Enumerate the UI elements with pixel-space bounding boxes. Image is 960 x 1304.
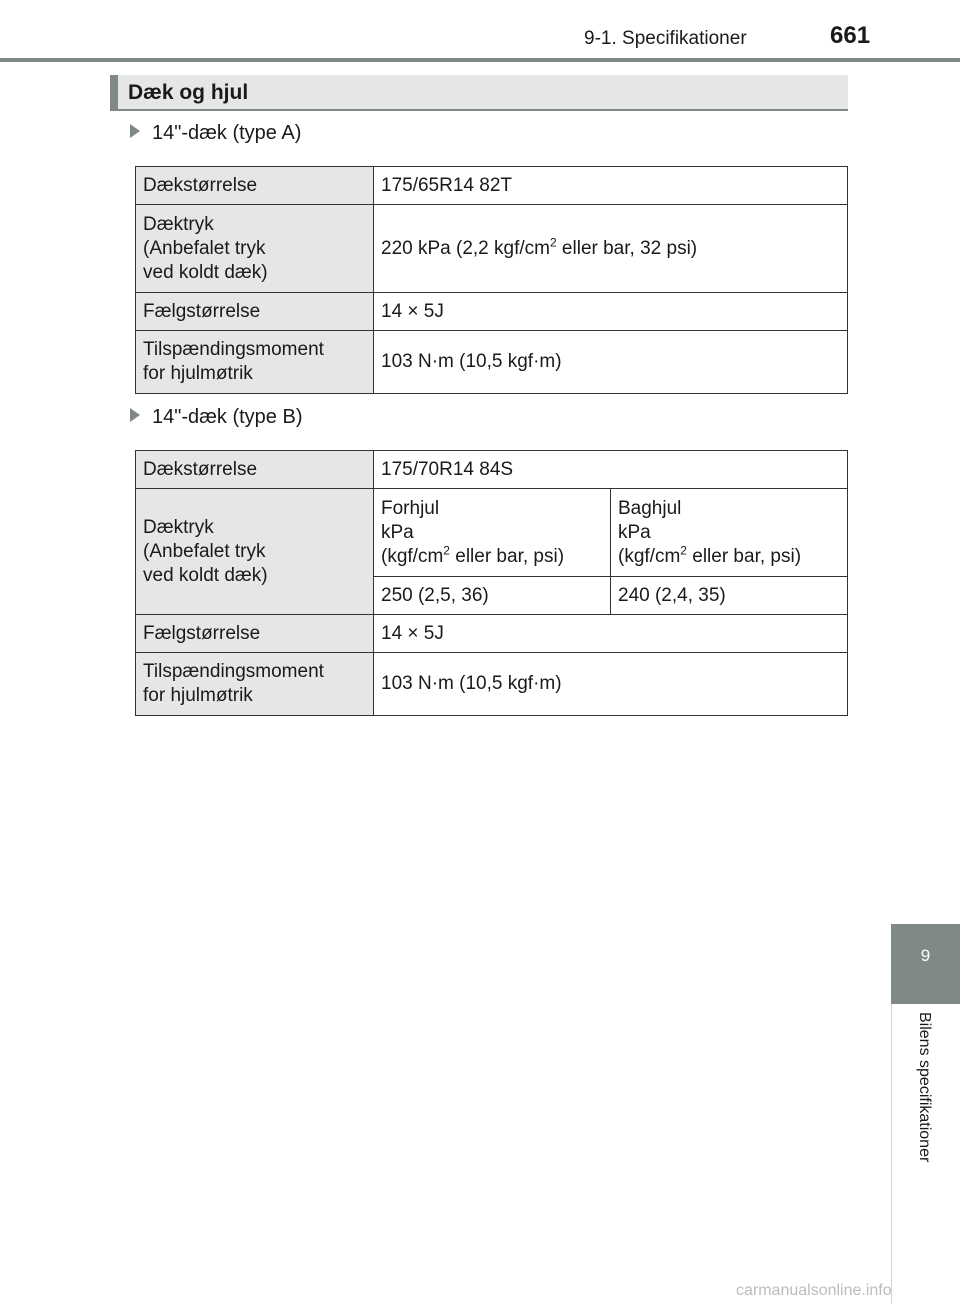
cell-torque-label (136, 331, 374, 394)
torque-label-line: for hjulmøtrik (143, 685, 253, 706)
torque-label-line: for hjulmøtrik (143, 363, 253, 384)
table-row (136, 615, 848, 653)
table-type-a (135, 166, 848, 394)
cell-pressure-label (136, 205, 374, 293)
cell-torque-label (136, 653, 374, 716)
cell-front-value: 250 (2,5, 36) (374, 577, 611, 615)
superscript: 2 (680, 543, 687, 558)
rear-header-line: eller bar, psi) (686, 545, 802, 567)
watermark-text: carmanualsonline.info (736, 1282, 892, 1299)
superscript: 2 (549, 235, 557, 250)
pressure-label-line: Dæktryk (143, 213, 214, 235)
table-row (136, 451, 848, 489)
cell-size-value: 175/65R14 82T (374, 167, 848, 205)
triangle-bullet-icon (130, 124, 140, 138)
rear-header-line: (kgf/cm (618, 545, 681, 567)
cell-torque-value: 103 N·m (10,5 kgf·m) (374, 331, 848, 394)
cell-rim-value: 14 × 5J (374, 615, 848, 653)
cell-size-value: 175/70R14 84S (374, 451, 848, 489)
front-header-line: eller bar, psi) (449, 545, 565, 567)
pressure-label-line: (Anbefalet tryk (143, 540, 266, 562)
chapter-number: 9 (920, 946, 931, 965)
page-number: 661 (830, 22, 871, 49)
front-header-line: Forhjul (381, 497, 440, 519)
subhead-type-b (130, 406, 303, 429)
rear-header-line: kPa (618, 521, 651, 543)
front-header-line: (kgf/cm (381, 545, 444, 567)
torque-label-line: Tilspændingsmoment (143, 661, 324, 682)
torque-label-line: Tilspændingsmoment (143, 339, 324, 360)
pressure-label-line: Dæktryk (143, 516, 214, 538)
chapter-label-text: Bilens specifikationer (916, 1012, 933, 1163)
chapter-label (891, 1012, 960, 1212)
pressure-label-line: ved koldt dæk) (143, 261, 268, 283)
cell-pressure-label (136, 489, 374, 615)
table-row (136, 293, 848, 331)
subhead-type-a-text: 14"-dæk (type A) (152, 122, 302, 144)
cell-size-label: Dækstørrelse (136, 167, 374, 205)
cell-rim-value: 14 × 5J (374, 293, 848, 331)
header-section-title: 9-1. Specifikationer (584, 28, 747, 49)
header-rule (0, 58, 960, 62)
cell-torque-value: 103 N·m (10,5 kgf·m) (374, 653, 848, 716)
subhead-type-b-text: 14"-dæk (type B) (152, 406, 303, 428)
cell-rear-header (611, 489, 848, 577)
cell-rear-value: 240 (2,4, 35) (611, 577, 848, 615)
table-type-b (135, 450, 848, 716)
superscript: 2 (443, 543, 450, 558)
section-heading-text: Dæk og hjul (128, 81, 249, 104)
cell-rim-label: Fælgstørrelse (136, 293, 374, 331)
front-header-line: kPa (381, 521, 414, 543)
table-row (136, 331, 848, 394)
cell-rim-label: Fælgstørrelse (136, 615, 374, 653)
rear-header-line: Baghjul (618, 497, 682, 519)
subhead-type-a (130, 122, 301, 145)
cell-size-label: Dækstørrelse (136, 451, 374, 489)
table-row (136, 167, 848, 205)
section-heading-bar (110, 75, 118, 111)
table-row (136, 653, 848, 716)
pressure-label-line: (Anbefalet tryk (143, 237, 266, 259)
table-row (136, 489, 848, 577)
section-heading (110, 75, 848, 111)
table-row (136, 205, 848, 293)
chapter-tab (891, 924, 960, 1004)
pressure-value-text: 220 kPa (2,2 kgf/cm (381, 237, 550, 259)
triangle-bullet-icon (130, 408, 140, 422)
cell-pressure-value (374, 205, 848, 293)
pressure-value-text: eller bar, 32 psi) (556, 237, 698, 259)
pressure-label-line: ved koldt dæk) (143, 564, 268, 586)
cell-front-header (374, 489, 611, 577)
